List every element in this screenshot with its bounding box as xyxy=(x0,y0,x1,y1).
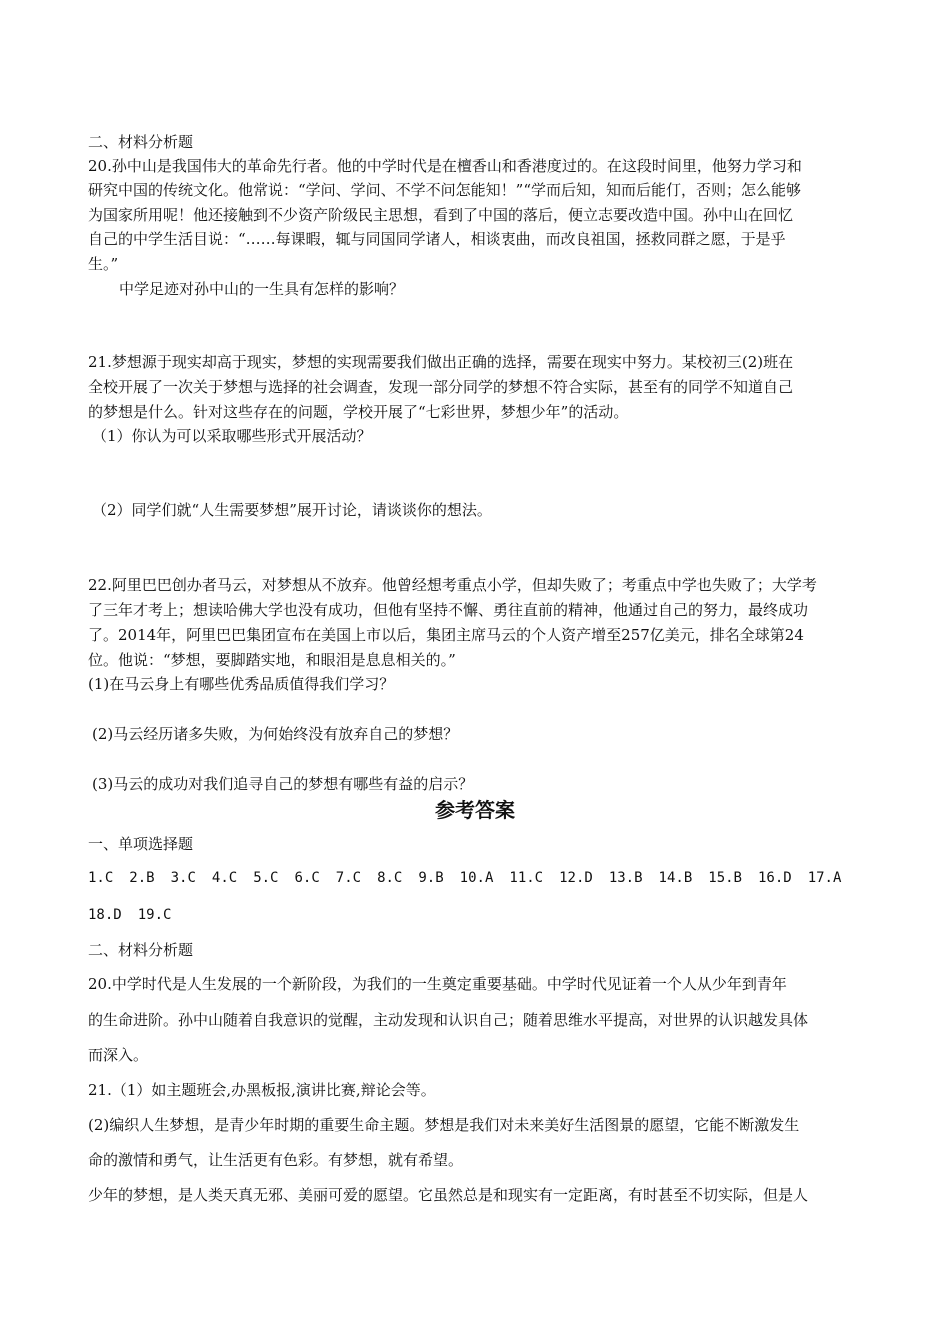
q20-line-3: 为国家所用呢！他还接触到不少资产阶级民主思想，看到了中国的落后，便立志要改造中国。孙中山在回忆 xyxy=(88,206,794,224)
q21-subquestion-1: （1）你认为可以采取哪些形式开展活动？ xyxy=(92,427,372,445)
q22-subquestion-2: (2)马云经历诸多失败，为何始终没有放弃自己的梦想？ xyxy=(92,725,459,743)
choice-answer: 18.D xyxy=(88,907,122,923)
choice-answer: 15.B xyxy=(708,870,742,886)
choice-answer: 17.A xyxy=(807,870,842,886)
a20-line-3: 而深入。 xyxy=(88,1046,149,1064)
choice-answer: 13.B xyxy=(608,870,643,886)
q20-line-5: 生。” xyxy=(88,255,119,273)
q22-subquestion-3: (3)马云的成功对我们追寻自己的梦想有哪些有益的启示？ xyxy=(92,775,474,793)
q21-subquestion-2: （2）同学们就“人生需要梦想”展开讨论，请谈谈你的想法。 xyxy=(92,501,492,519)
answer-key-title: 参考答案 xyxy=(435,798,515,822)
q20-line-2: 研究中国的传统文化。他常说：“学问、学问、不学不问怎能知！”“学而后知，知而后能仃，否则；怎么能够 xyxy=(88,181,802,199)
choice-answer: 12.D xyxy=(559,870,593,886)
choice-answers-row-2 xyxy=(88,905,187,925)
choice-answer: 14.B xyxy=(658,870,693,886)
choice-answer: 7.C xyxy=(335,870,362,886)
q22-line-1: 22.阿里巴巴创办者马云，对梦想从不放弃。他曾经想考重点小学，但却失败了；考重点中学也失败了；大学考 xyxy=(88,576,817,594)
q22-subquestion-1: (1)在马云身上有哪些优秀品质值得我们学习？ xyxy=(88,675,395,693)
choice-answer: 1.C xyxy=(88,870,114,886)
section-heading-choice: 一、单项选择题 xyxy=(88,835,194,853)
a21-part-2-line-3: 少年的梦想，是人类天真无邪、美丽可爱的愿望。它虽然总是和现实有一定距离，有时甚至不切实际，但是人 xyxy=(88,1186,809,1204)
section-heading-material-answers: 二、材料分析题 xyxy=(88,941,194,959)
q20-line-1: 20.孙中山是我国伟大的革命先行者。他的中学时代是在檀香山和香港度过的。在这段时间里，他努力学习和 xyxy=(88,157,802,175)
choice-answer: 3.C xyxy=(170,870,196,886)
a20-line-1: 20.中学时代是人生发展的一个新阶段，为我们的一生奠定重要基础。中学时代见证着一个人从少年到青年 xyxy=(88,975,787,993)
q21-line-2: 全校开展了一次关于梦想与选择的社会调查，发现一部分同学的梦想不符合实际，甚至有的同学不知道自己 xyxy=(88,378,794,396)
choice-answer: 16.D xyxy=(757,870,792,886)
choice-answer: 8.C xyxy=(377,870,403,886)
choice-answer: 2.B xyxy=(129,870,155,886)
a21-part-2-line-1: (2)编织人生梦想，是青少年时期的重要生命主题。梦想是我们对未来美好生活图景的愿望，它能不断激发生 xyxy=(88,1116,800,1134)
section-heading-material: 二、材料分析题 xyxy=(88,133,194,151)
a21-part-2-line-2: 命的激情和勇气，让生活更有色彩。有梦想，就有希望。 xyxy=(88,1151,464,1169)
choice-answer: 9.B xyxy=(418,870,444,886)
choice-answer: 11.C xyxy=(509,870,544,886)
q21-line-3: 的梦想是什么。针对这些存在的问题，学校开展了“七彩世界，梦想少年”的活动。 xyxy=(88,403,629,421)
q20-question: 中学足迹对孙中山的一生具有怎样的影响？ xyxy=(119,280,405,298)
choice-answer: 10.A xyxy=(459,870,494,886)
q22-line-4: 位。他说：“梦想，要脚踏实地，和眼泪是息息相关的。” xyxy=(88,651,456,669)
q22-line-3: 了。2014年，阿里巴巴集团宣布在美国上市以后，集团主席马云的个人资产增至257亿美元，排名全球第24 xyxy=(88,626,804,644)
choice-answer: 6.C xyxy=(294,870,320,886)
a21-part-1: 21.（1）如主题班会,办黑板报,演讲比赛,辩论会等。 xyxy=(88,1081,436,1099)
q22-line-2: 了三年才考上；想读哈佛大学也没有成功，但他有坚持不懈、勇往直前的精神，他通过自己的努力，最终成功 xyxy=(88,601,809,619)
choice-answer: 19.C xyxy=(137,907,172,923)
q21-line-1: 21.梦想源于现实却高于现实，梦想的实现需要我们做出正确的选择，需要在现实中努力。某校初三(2)班在 xyxy=(88,353,794,371)
a20-line-2: 的生命进阶。孙中山随着自我意识的觉醒，主动发现和认识自己；随着思维水平提高，对世界的认识越发具体 xyxy=(88,1011,809,1029)
choice-answer: 4.C xyxy=(211,870,238,886)
choice-answers-row-1 xyxy=(88,868,841,888)
q20-line-4: 自己的中学生活目说：“……每课暇，辄与同国同学诸人，相谈衷曲，而改良祖国，拯救同群之愿，于是乎 xyxy=(88,230,786,248)
choice-answer: 5.C xyxy=(253,870,279,886)
